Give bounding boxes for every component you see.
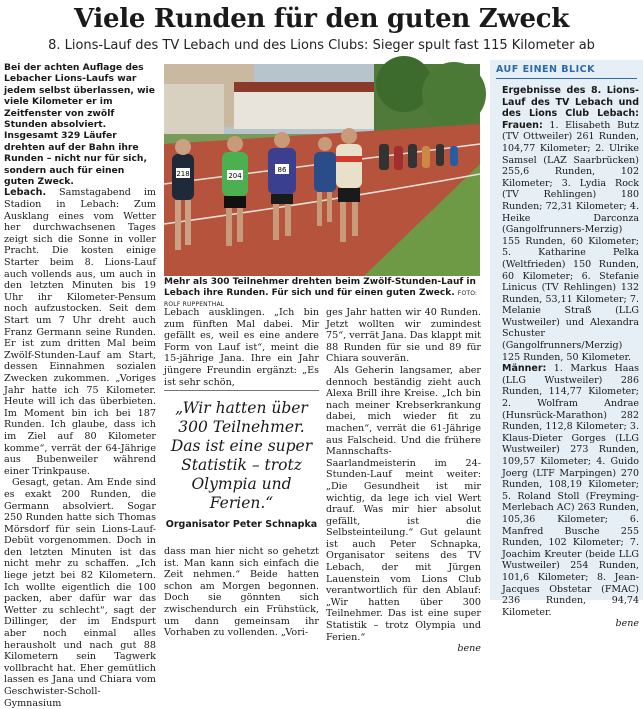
dateline: Lebach. — [4, 187, 47, 199]
photo-caption-text: Mehr als 300 Teilnehmer drehten beim Zwölf-Stunden-Lauf in Lebach ihre Runden. Für sich und für einen guten Zweck. — [164, 277, 476, 298]
author-signature: bene — [457, 643, 481, 655]
results-men-label: Männer: — [502, 363, 547, 375]
sidebar-body — [490, 79, 643, 630]
body-paragraph-4: dass man hier nicht so gehetzt ist. Man kann sich einfach die Zeit nehmen.“ Beide hatten schon am Morgen begonnen. Doch sie gönnten sich zwischendurch ein Frühstück, um dann gemeinsam ihr Vorhaben zu vollenden. „Vori- — [164, 546, 319, 639]
photo-credit: FOTO: ROLF RUPPENTHAL — [164, 290, 478, 308]
bib-number-1: 218 — [176, 170, 190, 178]
pull-quote-text: „Wir hatten über 300 Teilnehmer. Das ist eine super Statistik – trotz Olympia und Ferien.“ — [170, 399, 313, 512]
pull-quote — [164, 390, 319, 540]
runners-photo-illustration — [164, 64, 480, 276]
results-heading: Ergebnisse des 8. Lions-Lauf des TV Lebach und des Lions Club Lebach: Frauen: — [502, 85, 639, 131]
results-men — [502, 363, 639, 618]
body-paragraph-3: Lebach ausklingen. „Ich bin zum fünften Mal dabei. Mir gefällt es, weil es eine andere Form von Lauf ist“, meint die 15-jährige Jana. Ihre ein Jahr jüngere Freundin ergänzt: „Es ist sehr schön, — [164, 307, 319, 388]
bib-number-3: 86 — [277, 166, 287, 174]
headline: Viele Runden für den guten Zweck — [74, 4, 569, 34]
body-paragraph-1 — [4, 187, 156, 477]
lead-paragraph: Bei der achten Auflage des Lebacher Lions-Laufs war jedem selbst überlassen, wie viele Kilometer er im Zeitfenster von zwölf Stunden absolviert. Insgesamt 329 Läufer drehten auf der Bahn ihre Runden – nicht nur für sich, sondern auch für einen guten Zweck. — [4, 62, 155, 188]
subheadline: 8. Lions-Lauf des TV Lebach und des Lions Clubs: Sieger spult fast 115 Kilometer ab — [48, 38, 595, 53]
results-women — [502, 85, 639, 363]
article-photo — [164, 64, 480, 276]
body-paragraph-2: Gesagt, getan. Am Ende sind es exakt 200 Runden, die Germann absolviert. Sogar 250 Runden hatte sich Thomas Mörsdorf für sein Lions-Lauf-Debüt vorgenommen. Doch in den letzten Minuten ist das nicht mehr zu schaffen. „Ich liege jetzt bei 82 Kilometern. Ich wollte eigentlich die 100 packen, aber dafür war das Wetter zu schlecht“, sagt der Dillinger, der im Endspurt aber noch einmal alles herausholt und nach gut 88 Kilometern sein Tagwerk vollbracht hat. Eher gemütlich lassen es Jana und Chiara vom Geschwister-Scholl-Gymnasium — [4, 477, 156, 709]
article-column-2-top — [164, 307, 319, 388]
body-paragraph-5: ges Jahr hatten wir 40 Runden. Jetzt wollten wir zumindest 75“, verrät Jana. Das klappt mit 88 Runden für sie und 89 für Chiara souverän. — [326, 307, 481, 365]
bib-number-2: 204 — [228, 172, 242, 180]
article-column-1 — [4, 62, 156, 709]
results-women-text: 1. Elisabeth Butz (TV Ottweiler) 261 Runden, 104,77 Kilometer; 2. Ulrike Samsel (LAZ Saarbrücken) 255,6 Runden, 102 Kilometer; 3. Lydia Rock (TV Rehlingen) 180 Runden; 72,31 Kilometer; 4. Heike Darconza (Gangolfrunners-Merzig) 155 Runden, 60 Kilometer; 5. Katharine Pelka (Weltfrieden) 150 Runden, 60 Kilometer; 6. Stefanie Linicus (TV Rehlingen) 132 Runden, 53,11 Kilometer; 7. Melanie Straß (LLG Wustweiler) und Alexandra Schuster (Gangolfrunners/Merzig) 125 Runden, 50 Kilometer. — [502, 119, 639, 363]
photo-caption — [164, 277, 480, 310]
pull-quote-author: Organisator Peter Schnapka — [165, 519, 318, 530]
results-sidebar — [490, 60, 643, 630]
sidebar-signature: bene — [615, 618, 639, 630]
quote-divider — [164, 390, 319, 391]
body-text-1: Samstagabend im Stadion in Lebach: Zum Ausklang eines vom Wetter her durchwachsenen Tages zeigt sich die Sonne in voller Pracht. Die kosten einige Starter beim 8. Lions-Lauf auch vollends aus, um auch in den letzten Minuten bis 19 Uhr ihr Kilometer-Pensum noch aufzustocken. Seit dem Start um 7 Uhr dreht auch Franz Germann seine Runden. Er ist zum dritten Mal beim Zwölf-Stunden-Lauf am Start, dessen Einnahmen sozialen Zwecken zukommen. „Voriges Jahr hatte ich 75 Kilometer. Heute will ich das überbieten. Im Moment bin ich bei 187 Runden. Ich glaube, dass ich im Ziel auf 80 Kilometer komme“, verrät der 64-Jährige aus Bubenweiler während einer Trinkpause. — [4, 187, 156, 477]
results-men-text: 1. Markus Haas (LLG Wustweiler) 286 Runden, 114,77 Kilometer; 2. Wolfram Andrae (Hunsrück-Marathon) 282 Runden, 112,8 Kilometer; 3. Klaus-Dieter Gorges (LLG Wustweiler) 273 Runden, 109,57 Kilometer; 4. Guido Joerg (LTF Marpingen) 270 Runden, 108,19 Kilometer; 5. Roland Stoll (Freyming-Merlebach AC) 263 Runden, 105,36 Kilometer; 6. Manfred Busche 255 Runden, 102 Kilometer; 7. Joachim Kreuter (beide LLG Wustweiler) 254 Runden, 101,6 Kilometer; 8. Jean-Jacques Obstetar (FMAC) 236 Runden, 94,74 Kilometer. — [502, 363, 639, 618]
article-column-3 — [326, 307, 481, 655]
article-column-2-bottom — [164, 546, 319, 639]
sidebar-title: AUF EINEN BLICK — [496, 64, 595, 75]
body-paragraph-6: Als Geherin langsamer, aber dennoch beständig zieht auch Alexa Brill ihre Kreise. „Ich bin nach meiner Krebserkrankung dabei, mich wieder fit zu machen“, verrät die 61-Jährige aus Falscheid. Und die frühere Mannschafts-Saarlandmeisterin im 24-Stunden-Lauf meint weiter: „Die Gesundheit ist mir wichtig, da lege ich viel Wert drauf. Was mir hier absolut gefällt, ist die Selbsteinteilung.“ Gut gelaunt ist auch Peter Schnapka, Organisator seitens des TV Lebach, der mit Jürgen Lauenstein vom Lions Club verantwortlich für den Ablauf: „Wir hatten über 300 Teilnehmer. Das ist eine super Statistik – trotz Olympia und Ferien.“ — [326, 364, 481, 643]
